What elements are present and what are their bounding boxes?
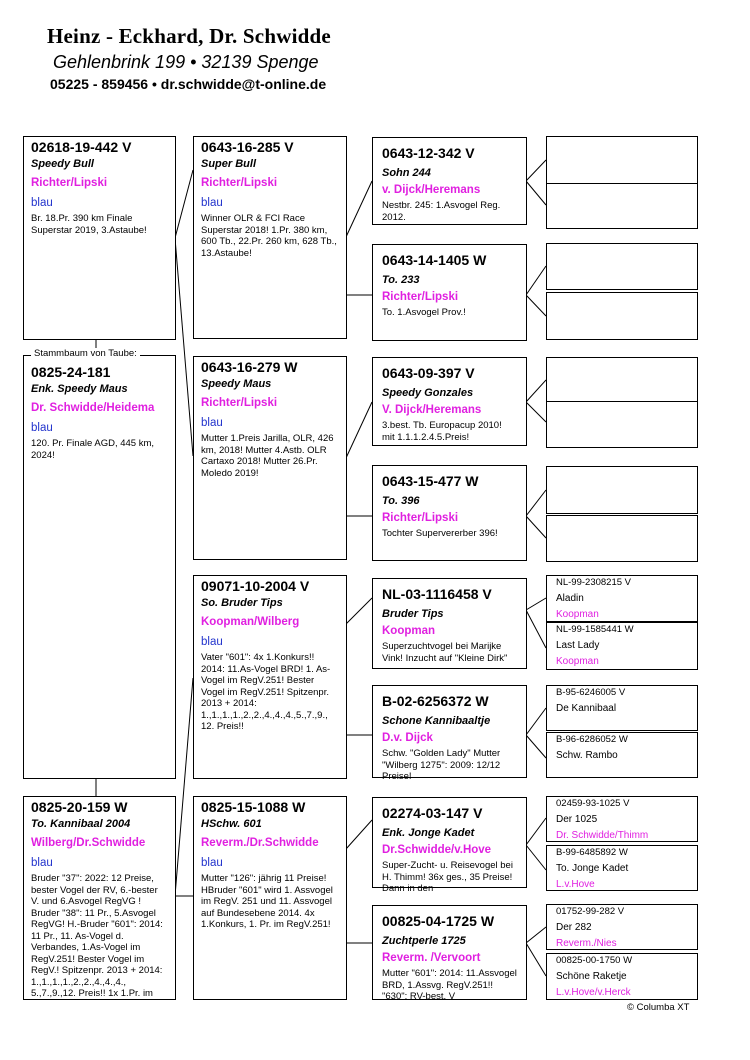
pigeon-name: Sohn 244 bbox=[382, 167, 431, 179]
pedigree-card-fff[interactable] bbox=[372, 137, 527, 225]
pigeon-name: Speedy Gonzales bbox=[382, 387, 474, 399]
pigeon-name: De Kannibaal bbox=[556, 703, 617, 714]
owner-address: Gehlenbrink 199 • 32139 Spenge bbox=[53, 52, 319, 72]
pigeon-color: blau bbox=[201, 636, 223, 648]
breeder: Richter/Lipski bbox=[201, 177, 278, 189]
breeder: L.v.Hove/v.Herck bbox=[556, 987, 631, 998]
connector-father-ff bbox=[175, 170, 193, 238]
ring-number: NL-99-1585441 W bbox=[556, 624, 634, 635]
performance-notes: Mutter "601": 2014: 11.Assvogel BRD, 1.Assvg. RegV.251!! "630": RV-best. V bbox=[382, 968, 517, 1002]
connector-mf-mff bbox=[346, 598, 372, 624]
pedigree-card-g4[interactable] bbox=[546, 401, 698, 448]
pedigree-card-g4[interactable] bbox=[546, 904, 698, 950]
breeder: Wilberg/Dr.Schwidde bbox=[31, 837, 146, 849]
pigeon-name: Enk. Speedy Maus bbox=[31, 383, 128, 395]
pedigree-card-g4[interactable] bbox=[546, 515, 698, 562]
breeder: Dr. Schwidde/Thimm bbox=[556, 830, 649, 841]
pigeon-color: blau bbox=[201, 857, 223, 869]
pigeon-color: blau bbox=[31, 422, 53, 434]
pedigree-card-g4[interactable] bbox=[546, 953, 698, 1000]
pedigree-card-mmf[interactable] bbox=[372, 797, 527, 894]
breeder: Reverm. /Vervoort bbox=[382, 952, 481, 964]
pigeon-name: HSchw. 601 bbox=[201, 818, 262, 830]
performance-notes: Mutter "126": jährig 11 Preise! HBruder "601" wird 1. Assvogel im RegV. 251 und 11. Assvogel auf Bundesebene 2014. 4x 1.Konkurs, 1. Pr. im RegV.251! bbox=[201, 873, 333, 930]
performance-notes: Br. 18.Pr. 390 km Finale Superstar 2019, 3.Astaube! bbox=[31, 213, 147, 236]
breeder: Richter/Lipski bbox=[382, 291, 459, 303]
ring-number: B-02-6256372 W bbox=[382, 693, 489, 709]
performance-notes: To. 1.Asvogel Prov.! bbox=[382, 307, 466, 318]
copyright-notice: © Columba XT bbox=[627, 1002, 690, 1013]
ring-number: B-99-6485892 W bbox=[556, 847, 628, 858]
performance-notes: Tochter Supervererber 396! bbox=[382, 528, 498, 539]
breeder: Koopman bbox=[556, 656, 599, 667]
owner-contact: 05225 - 859456 • dr.schwidde@t-online.de bbox=[50, 76, 327, 92]
pedigree-card-g4[interactable] bbox=[546, 183, 698, 229]
pedigree-card-g4[interactable] bbox=[546, 136, 698, 184]
ring-number: 02274-03-147 V bbox=[382, 805, 483, 821]
owner-name: Heinz - Eckhard, Dr. Schwidde bbox=[47, 24, 331, 48]
pedigree-card-g4[interactable] bbox=[546, 243, 698, 290]
pigeon-name: To. Kannibaal 2004 bbox=[31, 818, 131, 830]
ring-number: 0643-15-477 W bbox=[382, 473, 479, 489]
pigeon-color: blau bbox=[31, 857, 53, 869]
connector-father-fm bbox=[175, 238, 193, 456]
pedigree-card-g4[interactable] bbox=[546, 292, 698, 340]
pedigree-card-mm[interactable] bbox=[193, 796, 347, 1000]
ring-number: 09071-10-2004 V bbox=[201, 578, 310, 594]
pigeon-name: Zuchtperle 1725 bbox=[382, 935, 466, 947]
ring-number: 0643-09-397 V bbox=[382, 365, 475, 381]
main-pigeon-label: Stammbaum von Taube: bbox=[31, 348, 140, 360]
pigeon-name: Last Lady bbox=[556, 640, 600, 651]
ring-number: 02618-19-442 V bbox=[31, 139, 132, 155]
pigeon-name: Aladin bbox=[556, 593, 584, 604]
ring-number: 0825-15-1088 W bbox=[201, 799, 306, 815]
ring-number: 00825-04-1725 W bbox=[382, 913, 495, 929]
breeder: Koopman/Wilberg bbox=[201, 616, 300, 628]
ring-number: 02459-93-1025 V bbox=[556, 798, 630, 809]
pedigree-card-main[interactable] bbox=[23, 355, 176, 779]
pedigree-card-mf[interactable] bbox=[193, 575, 347, 779]
pigeon-name: Speedy Bull bbox=[31, 158, 94, 170]
pedigree-card-g4[interactable] bbox=[546, 796, 698, 842]
pedigree-card-mother[interactable] bbox=[23, 796, 176, 1000]
ring-number: 01752-99-282 V bbox=[556, 906, 625, 917]
ring-number: 0643-14-1405 W bbox=[382, 252, 487, 268]
breeder: Reverm./Dr.Schwidde bbox=[201, 837, 319, 849]
pedigree-card-g4[interactable] bbox=[546, 845, 698, 891]
performance-notes: 3.best. Tb. Europacup 2010! mit 1.1.1.2.4.5.Preis! bbox=[382, 420, 502, 443]
pigeon-name: Schöne Raketje bbox=[556, 971, 627, 982]
pigeon-name: Enk. Jonge Kadet bbox=[382, 827, 475, 839]
performance-notes: Vater "601": 4x 1.Konkurs!! 2014: 11.As-Vogel BRD! 1. As-Vogel im RegV.251! Bester Vogel im RegV.251! Spitzenpr. 2013 + 2014: 1.,1.,1.,1.,2.,2.,4.,4.,4.,5.,7.,9., 12. Preis!! bbox=[201, 652, 331, 732]
ring-number: 0643-12-342 V bbox=[382, 145, 475, 161]
performance-notes: Mutter 1.Preis Jarilla, OLR, 426 km, 2018! Mutter 4.Astb. OLR Cartaxo 2018! Mutter 26.Pr. Moledo 2019! bbox=[201, 433, 334, 479]
pedigree-card-g4[interactable] bbox=[546, 622, 698, 670]
pigeon-color: blau bbox=[31, 197, 53, 209]
breeder: v. Dijck/Heremans bbox=[382, 184, 481, 196]
performance-notes: Schw. "Golden Lady" Mutter "Wilberg 1275": 2009: 12/12 Preise! bbox=[382, 748, 501, 782]
pedigree-card-g4[interactable] bbox=[546, 575, 698, 622]
ring-number: NL-03-1116458 V bbox=[382, 586, 492, 602]
performance-notes: Bruder "37": 2022: 12 Preise, bester Vogel der RV, 6.-bester V. und 6.Asvogel RegVG ! Bruder "38": 11 Pr., 5.Asvogel RegVG! H.-Bruder "601": 2014: 11 Pr., 11. As-Vogel d. Verbandes, 1.As-Vogel im RegV.251! Bester Vogel im RegV.! Spitzenpr. 2013 + 2014: 1.,1.,1.,1.,2.,2.,4.,4.,4., 5.,7.,9.,12. Preis!! 1x 1.Pr. im bbox=[31, 873, 163, 999]
breeder: Dr. Schwidde/Heidema bbox=[31, 402, 155, 414]
pigeon-name: To. 396 bbox=[382, 495, 420, 507]
pedigree-card-g4[interactable] bbox=[546, 732, 698, 778]
breeder: V. Dijck/Heremans bbox=[382, 404, 482, 416]
pigeon-name: To. Jonge Kadet bbox=[556, 863, 629, 874]
pedigree-card-fmf[interactable] bbox=[372, 357, 527, 446]
ring-number: NL-99-2308215 V bbox=[556, 577, 631, 588]
pigeon-name: Bruder Tips bbox=[382, 608, 444, 620]
pigeon-color: blau bbox=[201, 417, 223, 429]
breeder: Koopman bbox=[382, 625, 436, 637]
pigeon-name: Schone Kannibaaltje bbox=[382, 715, 491, 727]
performance-notes: Winner OLR & FCI Race Superstar 2018! 1.Pr. 380 km, 600 Tb., 22.Pr. 260 km, 628 Tb., 13.Astaube! bbox=[201, 213, 337, 259]
pedigree-card-g4[interactable] bbox=[546, 685, 698, 731]
connector-fm-fmf bbox=[346, 402, 372, 458]
breeder: L.v.Hove bbox=[556, 879, 595, 890]
performance-notes: 120. Pr. Finale AGD, 445 km, 2024! bbox=[31, 438, 155, 461]
performance-notes: Superzuchtvogel bei Marijke Vink! Inzucht auf "Kleine Dirk" bbox=[382, 641, 508, 664]
ring-number: B-95-6246005 V bbox=[556, 687, 626, 698]
breeder: Richter/Lipski bbox=[31, 177, 108, 189]
breeder: Koopman bbox=[556, 609, 599, 620]
ring-number: 00825-00-1750 W bbox=[556, 955, 633, 966]
pigeon-name: Super Bull bbox=[201, 158, 257, 170]
pedigree-card-ff[interactable] bbox=[193, 136, 347, 339]
pedigree-card-mfm[interactable] bbox=[372, 685, 527, 782]
pigeon-name: So. Bruder Tips bbox=[201, 597, 283, 609]
connector-mm-mmf bbox=[346, 820, 372, 849]
connector-ff-fff bbox=[346, 181, 372, 237]
ring-number: 0643-16-285 V bbox=[201, 139, 294, 155]
breeder: D.v. Dijck bbox=[382, 732, 433, 744]
performance-notes: Nestbr. 245: 1.Asvogel Reg. 2012. bbox=[382, 200, 501, 223]
pedigree-card-g4[interactable] bbox=[546, 466, 698, 514]
breeder: Dr.Schwidde/v.Hove bbox=[382, 844, 492, 856]
pigeon-name: Speedy Maus bbox=[201, 378, 272, 390]
breeder: Richter/Lipski bbox=[382, 512, 459, 524]
pedigree-card-father[interactable] bbox=[23, 136, 176, 340]
pedigree-card-ffm[interactable] bbox=[372, 244, 527, 341]
pigeon-name: Der 1025 bbox=[556, 814, 598, 825]
ring-number: 0825-20-159 W bbox=[31, 799, 128, 815]
pedigree-card-mff[interactable] bbox=[372, 578, 527, 669]
pedigree-card-mmm[interactable] bbox=[372, 905, 527, 1000]
performance-notes: Super-Zucht- u. Reisevogel bei H. Thimm! 36x ges., 35 Preise! Dann in den bbox=[382, 860, 513, 894]
pigeon-name: To. 233 bbox=[382, 274, 420, 286]
pedigree-card-fm[interactable] bbox=[193, 356, 347, 560]
connector-mother-mf bbox=[175, 678, 193, 896]
pedigree-card-fmm[interactable] bbox=[372, 465, 527, 561]
ring-number: 0825-24-181 bbox=[31, 364, 111, 380]
pedigree-card-g4[interactable] bbox=[546, 357, 698, 402]
ring-number: 0643-16-279 W bbox=[201, 359, 298, 375]
pigeon-name: Schw. Rambo bbox=[556, 750, 618, 761]
pigeon-name: Der 282 bbox=[556, 922, 592, 933]
pigeon-color: blau bbox=[201, 197, 223, 209]
breeder: Reverm./Nies bbox=[556, 938, 617, 949]
breeder: Richter/Lipski bbox=[201, 397, 278, 409]
ring-number: B-96-6286052 W bbox=[556, 734, 628, 745]
